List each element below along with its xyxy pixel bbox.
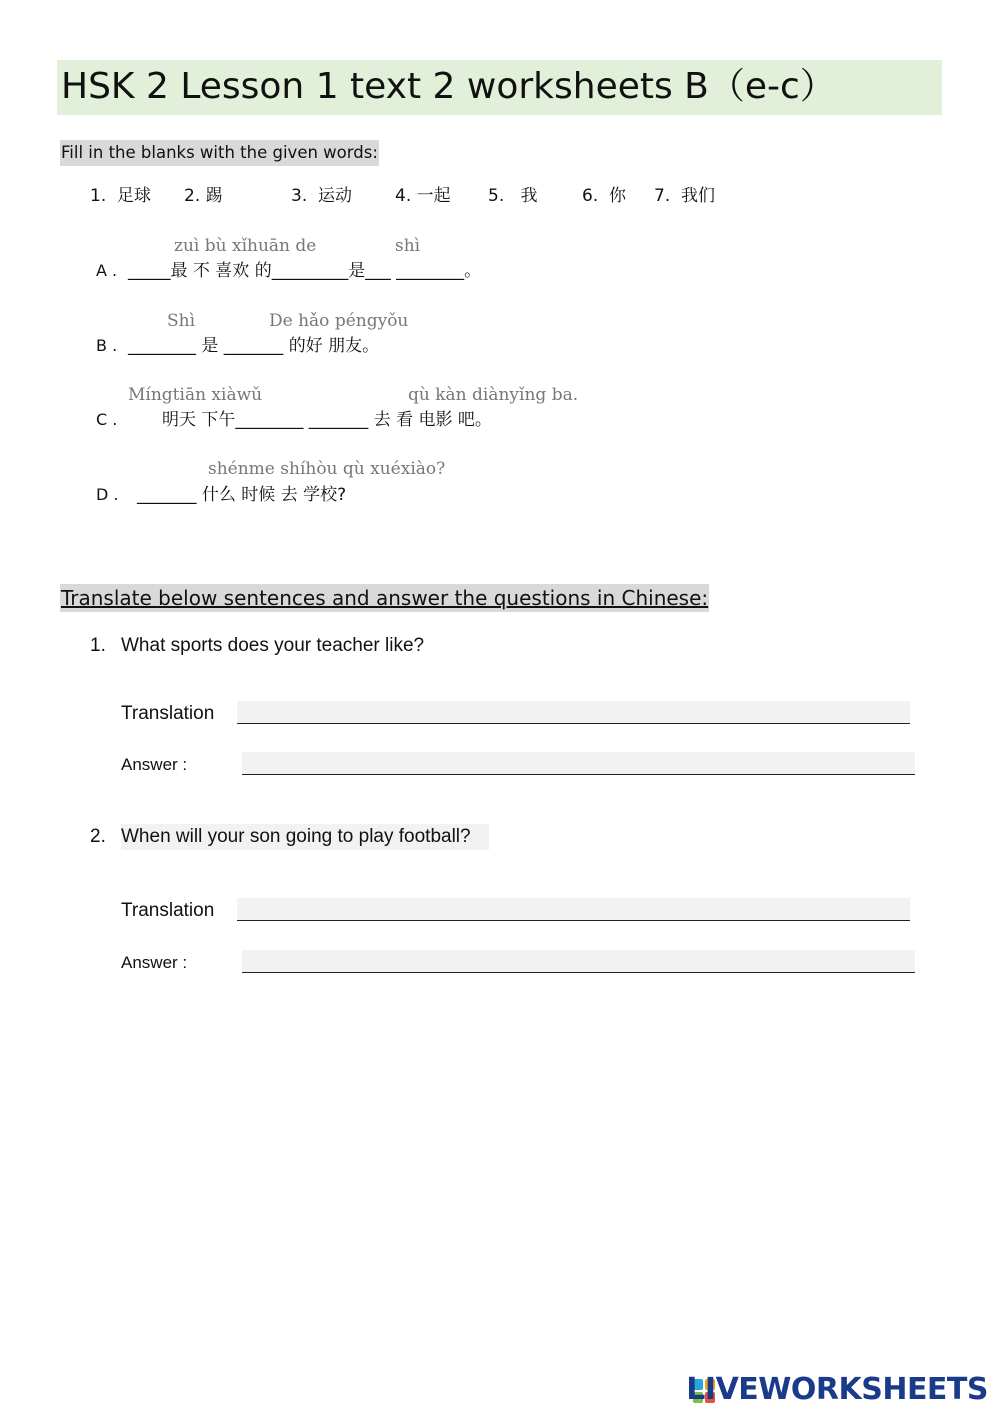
- question-2-text: When will your son going to play football?: [121, 824, 489, 850]
- question-1-translation-label: Translation: [121, 703, 215, 724]
- fill-blanks-instruction: Fill in the blanks with the given words:: [60, 140, 379, 166]
- question-1-text: What sports does your teacher like?: [121, 635, 425, 656]
- question-1-number: 1.: [90, 635, 106, 656]
- word-bank-item-1: 1. 足球: [90, 186, 152, 206]
- word-bank-item-2: 2. 踢: [184, 186, 223, 206]
- sentence-d[interactable]: _______ 什么 时候 去 学校?: [137, 485, 347, 505]
- pinyin-b-1: Shì: [167, 311, 196, 331]
- pinyin-c-1: Míngtiān xiàwǔ: [128, 385, 263, 405]
- sentence-c[interactable]: 明天 下午________ _______ 去 看 电影 吧。: [162, 410, 492, 430]
- question-2-answer-label: Answer :: [121, 953, 188, 972]
- question-2-translation-input[interactable]: [237, 898, 910, 921]
- sentence-d-letter: D .: [96, 485, 119, 504]
- question-2-translation-label: Translation: [121, 900, 215, 921]
- word-bank-item-6: 6. 你: [582, 186, 627, 206]
- sentence-a-letter: A .: [96, 261, 118, 280]
- question-1-translation-input[interactable]: [237, 701, 910, 724]
- word-bank-item-5: 5. 我: [488, 186, 538, 206]
- question-2-answer-input[interactable]: [242, 950, 915, 973]
- word-bank-item-4: 4. 一起: [395, 186, 451, 206]
- pinyin-a-2: shì: [395, 236, 421, 256]
- sentence-b[interactable]: ________ 是 _______ 的好 朋友。: [128, 336, 380, 356]
- word-bank-item-7: 7. 我们: [654, 186, 716, 206]
- pinyin-c-2: qù kàn diànyǐng ba.: [408, 385, 579, 405]
- pinyin-d-1: shénme shíhòu qù xuéxiào?: [208, 459, 446, 479]
- pinyin-a-1: zuì bù xǐhuān de: [174, 236, 317, 256]
- sentence-a[interactable]: _____最 不 喜欢 的_________是___ ________。: [128, 261, 482, 281]
- worksheet-title: HSK 2 Lesson 1 text 2 worksheets B（e-c）: [61, 66, 836, 107]
- word-bank-item-3: 3. 运动: [291, 186, 353, 206]
- question-1-answer-label: Answer :: [121, 755, 188, 774]
- liveworksheets-logo-text: LIVEWORKSHEETS: [686, 1372, 988, 1407]
- sentence-b-letter: B .: [96, 336, 118, 355]
- question-2-number: 2.: [90, 826, 106, 847]
- pinyin-b-2: De hǎo péngyǒu: [269, 311, 409, 331]
- question-1-answer-input[interactable]: [242, 752, 915, 775]
- sentence-c-letter: C .: [96, 410, 118, 429]
- translate-instruction: Translate below sentences and answer the questions in Chinese:: [61, 586, 709, 610]
